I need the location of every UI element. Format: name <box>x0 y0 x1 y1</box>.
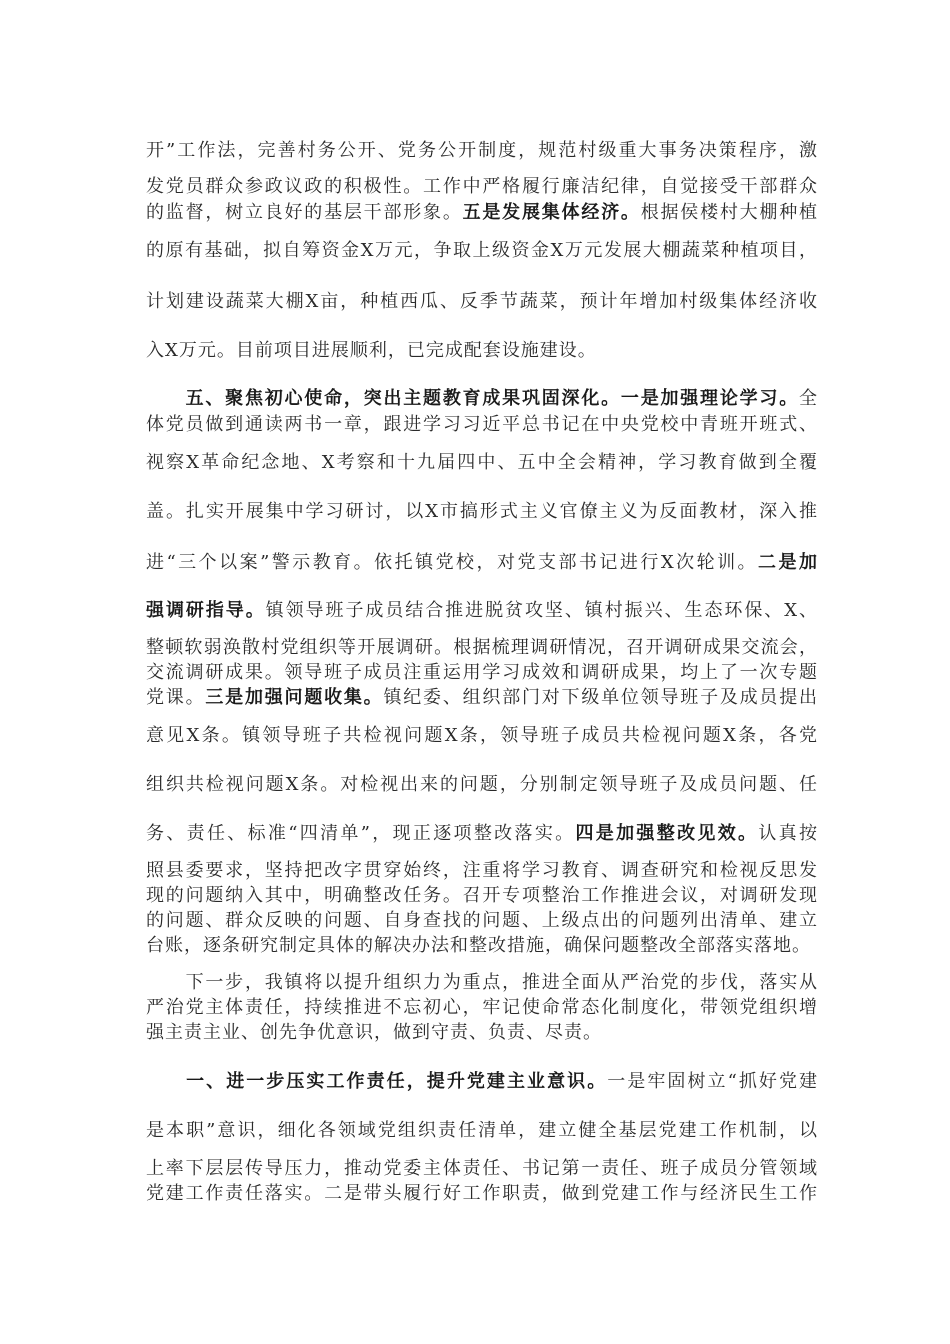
text-line <box>146 500 818 524</box>
text-line <box>146 413 818 437</box>
text-line <box>146 239 818 263</box>
bold-run: 二是加 <box>758 552 819 573</box>
bold-run: 一、进一步压实工作责任，提升党建主业意识。 <box>146 1071 608 1092</box>
text-run: 整顿软弱涣散村党组织等开展调研。根据梳理调研情况，召开调研成果交流会， <box>146 637 818 658</box>
text-run: 的原有基础，拟自筹资金X万元，争取上级资金X万元发展大棚蔬菜种植项目， <box>146 240 818 261</box>
text-run: 交流调研成果。领导班子成员注重运用学习成效和调研成果，均上了一次专题 <box>146 662 818 683</box>
text-run: 镇领导班子成员结合推进脱贫攻坚、镇村振兴、生态环保、X、 <box>265 600 819 621</box>
text-run: 盖。扎实开展集中学习研讨，以X市搞形式主义官僚主义为反面教材，深入推 <box>146 501 818 522</box>
bold-run: 四是加强整改见效。 <box>575 823 759 844</box>
text-run: 发党员群众参政议政的积极性。工作中严格履行廉洁纪律，自觉接受干部群众 <box>146 176 818 197</box>
text-run: 组织共检视问题X条。对检视出来的问题，分别制定领导班子及成员问题、任 <box>146 774 818 795</box>
text-line <box>146 971 818 995</box>
text-run: 现的问题纳入其中，明确整改任务。召开专项整治工作推进会议，对调研发现 <box>146 885 818 906</box>
text-run: 全 <box>799 388 818 409</box>
text-run: 台账，逐条研究制定具体的解决办法和整改措施，确保问题整改全部落实落地。 <box>146 935 811 956</box>
text-line <box>146 636 818 660</box>
text-line <box>146 1182 818 1206</box>
text-run: 开”工作法，完善村务公开、党务公开制度，规范村级重大事务决策程序，激 <box>146 140 818 161</box>
text-line <box>146 551 818 575</box>
text-line <box>146 1021 818 1045</box>
text-run: 的监督，树立良好的基层干部形象。 <box>146 202 463 223</box>
text-run: 根据侯楼村大棚种植 <box>640 202 819 223</box>
text-line <box>146 686 818 710</box>
text-run: 的问题、群众反映的问题、自身查找的问题、上级点出的问题列出清单、建立 <box>146 910 818 931</box>
text-run: 下一步，我镇将以提升组织力为重点，推进全面从严治党的步伐，落实从 <box>146 972 818 993</box>
text-line <box>146 884 818 908</box>
text-run: 强主责主业、创先争优意识，做到守责、负责、尽责。 <box>146 1022 602 1043</box>
text-run: 是本职”意识，细化各领域党组织责任清单，建立健全基层党建工作机制，以 <box>146 1120 818 1141</box>
text-line <box>146 451 818 475</box>
text-line <box>146 599 818 623</box>
text-run: 意见X条。镇领导班子共检视问题X条，领导班子成员共检视问题X条，各党 <box>146 725 818 746</box>
text-line <box>146 387 818 411</box>
text-line <box>146 139 818 163</box>
bold-run: 五、聚焦初心使命，突出主题教育成果巩固深化。一是加强理论学习。 <box>146 388 799 409</box>
text-line <box>146 661 818 685</box>
text-run: 上率下层层传导压力，推动党委主体责任、书记第一责任、班子成员分管领域 <box>146 1158 818 1179</box>
text-line <box>146 996 818 1020</box>
text-run: 镇纪委、组织部门对下级单位领导班子及成员提出 <box>383 687 819 708</box>
text-run: 视察X革命纪念地、X考察和十九届四中、五中全会精神，学习教育做到全覆 <box>146 452 818 473</box>
text-line <box>146 290 818 314</box>
text-run: 入X万元。目前项目进展顺利，已完成配套设施建设。 <box>146 340 597 361</box>
text-line <box>146 859 818 883</box>
text-line <box>146 934 818 958</box>
bold-run: 三是加强问题收集。 <box>205 687 384 708</box>
text-run: 一是牢固树立“抓好党建 <box>607 1071 818 1092</box>
text-line <box>146 1070 818 1094</box>
text-line <box>146 201 818 225</box>
text-run: 严治党主体责任，持续推进不忘初心，牢记使命常态化制度化，带领党组织增 <box>146 997 818 1018</box>
text-line <box>146 822 818 846</box>
text-line <box>146 1119 818 1143</box>
text-run: 进“三个以案”警示教育。依托镇党校，对党支部书记进行X次轮训。 <box>146 552 759 573</box>
text-run: 认真按 <box>758 823 819 844</box>
text-line <box>146 175 818 199</box>
bold-run: 强调研指导。 <box>146 600 266 621</box>
text-line <box>146 724 818 748</box>
text-run: 党建工作责任落实。二是带头履行好工作职责，做到党建工作与经济民生工作 <box>146 1183 818 1204</box>
text-run: 照县委要求，坚持把改字贯穿始终，注重将学习教育、调查研究和检视反思发 <box>146 860 818 881</box>
text-line <box>146 1157 818 1181</box>
text-line <box>146 339 818 363</box>
text-run: 计划建设蔬菜大棚X亩，种植西瓜、反季节蔬菜，预计年增加村级集体经济收 <box>146 291 818 312</box>
bold-run: 五是发展集体经济。 <box>462 202 641 223</box>
text-line <box>146 773 818 797</box>
text-run: 党课。 <box>146 687 206 708</box>
text-line <box>146 909 818 933</box>
text-run: 体党员做到通读两书一章，跟进学习习近平总书记在中央党校中青班开班式、 <box>146 414 818 435</box>
text-run: 务、责任、标准“四清单”，现正逐项整改落实。 <box>146 823 576 844</box>
